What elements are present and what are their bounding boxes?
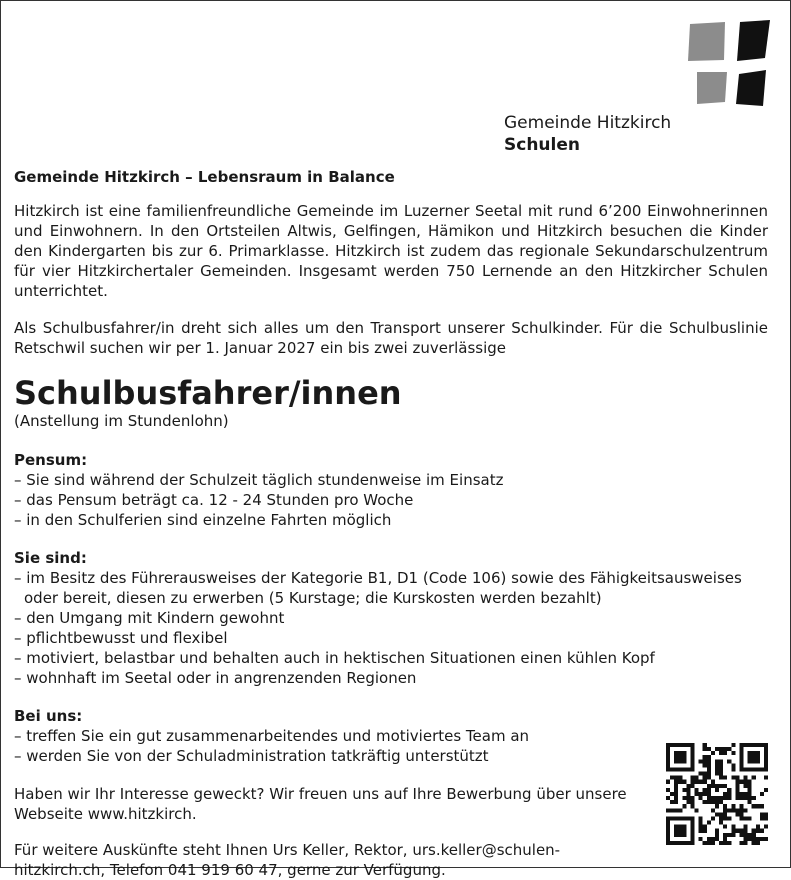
requirements-list [14,568,768,688]
role-intro-paragraph: Als Schulbusfahrer/in dreht sich alles um den Transport unserer Schulkinder. Für die Schulbuslinie Retschwil suchen wir per 1. Januar 2027 ein bis zwei zuverlässige [14,319,768,357]
org-name: Gemeinde Hitzkirch [504,113,672,133]
logo-tile-top-left [688,22,725,61]
hitzkirch-logo [687,18,773,108]
logo-tile-bottom-left [697,72,727,104]
pensum-heading: Pensum: [14,451,88,469]
application-paragraph: Haben wir Ihr Interesse geweckt? Wir freuen uns auf Ihre Bewerbung über unsere Webseite www.hitzkirch. [14,785,627,823]
job-subtitle: (Anstellung im Stundenlohn) [14,412,229,430]
ad-body [14,167,768,880]
pensum-section [14,450,768,530]
intro-title: Gemeinde Hitzkirch – Lebensraum in Balance [14,168,395,186]
list-item: – den Umgang mit Kindern gewohnt [14,609,285,627]
list-item: – pflichtbewusst und flexibel [14,629,228,647]
pensum-list [14,470,768,530]
list-item: – im Besitz des Führerausweises der Kategorie B1, D1 (Code 106) sowie des Fähigkeitsausweises oder bereit, diesen zu erwerben (5 Kurstage; die Kurskosten werden bezahlt) [14,569,742,607]
offer-section [14,706,768,766]
list-item: – in den Schulferien sind einzelne Fahrten möglich [14,511,392,529]
job-title: Schulbusfahrer/innen [14,374,402,412]
logo-tile-top-right [737,20,770,61]
list-item: – das Pensum beträgt ca. 12 - 24 Stunden pro Woche [14,491,414,509]
offer-heading: Bei uns: [14,707,83,725]
contact-paragraph: Für weitere Auskünfte steht Ihnen Urs Keller, Rektor, urs.keller@schulen-hitzkirch.ch, Telefon 041 919 60 47, gerne zur Verfügung. [14,841,561,879]
org-division: Schulen [504,135,580,155]
list-item: – motiviert, belastbar und behalten auch in hektischen Situationen einen kühlen Kopf [14,649,655,667]
intro-paragraph: Hitzkirch ist eine familienfreundliche Gemeinde im Luzerner Seetal mit rund 6’200 Einwohnerinnen und Einwohnern. In den Ortsteilen Altwis, Gelfingen, Hämikon und Hitzkirch besuchen die Kinder den Kindergarten bis zur 6. Primarklasse. Hitzkirch ist zudem das regionale Sekundarschulzentrum für vier Hitzkirchertaler Gemeinden. Insgesamt werden 750 Lernende an den Hitzkircher Schulen unterrichtet. [14,202,768,300]
organization-block [504,112,671,156]
offer-list [14,726,768,766]
qr-code-icon [666,743,768,845]
list-item: – Sie sind während der Schulzeit täglich stundenweise im Einsatz [14,471,504,489]
list-item: – wohnhaft im Seetal oder in angrenzenden Regionen [14,669,417,687]
list-item: – treffen Sie ein gut zusammenarbeitendes und motiviertes Team an [14,727,530,745]
list-item: – werden Sie von der Schuladministration tatkräftig unterstützt [14,747,489,765]
requirements-section [14,548,768,688]
logo-tile-bottom-right [736,70,766,106]
requirements-heading: Sie sind: [14,549,87,567]
